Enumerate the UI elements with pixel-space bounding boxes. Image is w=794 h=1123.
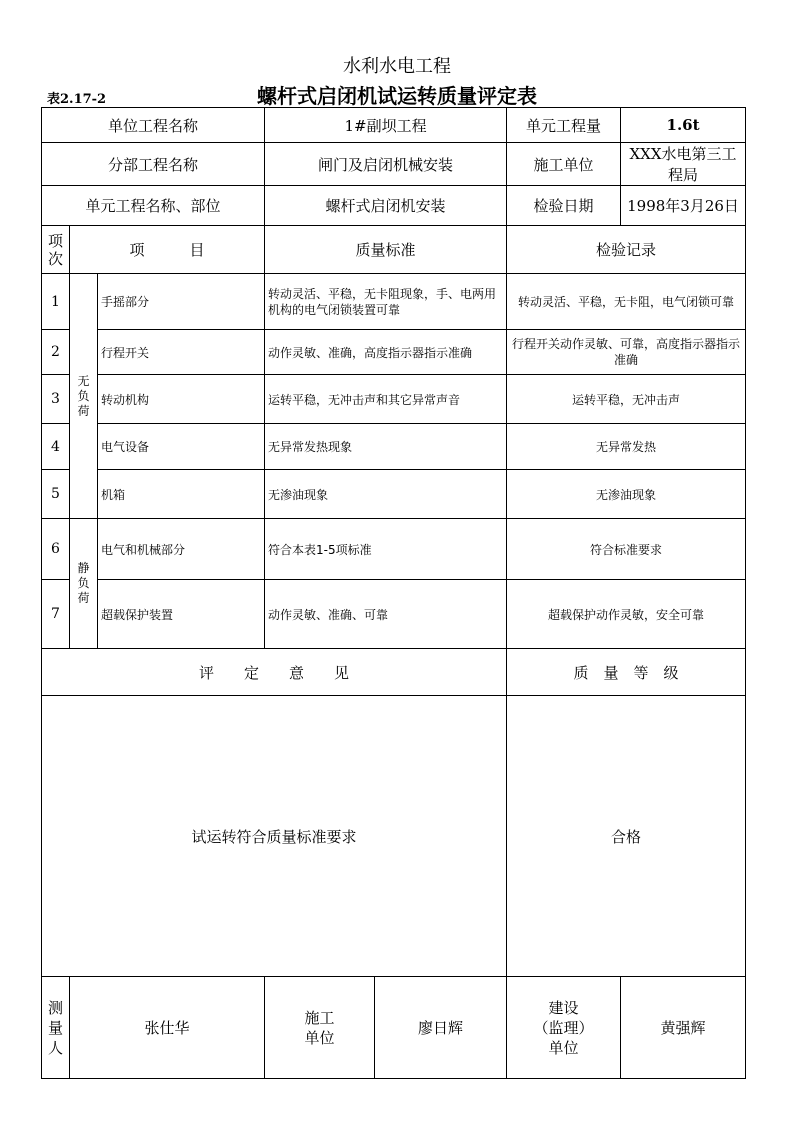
row-standard: 运转平稳，无冲击声和其它异常声音 <box>265 375 507 424</box>
group-static-load-char-2: 负 <box>77 576 90 590</box>
row-item: 电气设备 <box>98 424 265 470</box>
group-no-load-char-2: 负 <box>77 388 90 403</box>
grade-label: 质 量 等 级 <box>507 649 746 696</box>
title-line-1: 水利水电工程 <box>343 56 451 77</box>
quality-assessment-table <box>41 107 746 1079</box>
construction-unit-sign-label <box>265 977 375 1079</box>
row-record: 转动灵活、平稳，无卡阻，电气闭锁可靠 <box>507 274 746 330</box>
row-item: 电气和机械部分 <box>98 519 265 580</box>
inspection-date-value: 1998年3月26日 <box>621 186 746 226</box>
column-header-row <box>42 226 746 274</box>
group-static-load-char-1: 静 <box>77 561 90 575</box>
opinion-label: 评 定 意 见 <box>42 649 507 696</box>
column-standard: 质量标准 <box>265 226 507 274</box>
row-no: 7 <box>42 580 70 649</box>
row-standard: 符合本表1-5项标准 <box>265 519 507 580</box>
table-row <box>42 330 746 375</box>
row-no: 2 <box>42 330 70 375</box>
row-item: 手摇部分 <box>98 274 265 330</box>
table-row <box>42 424 746 470</box>
surveyor-label-char-3: 人 <box>47 1038 63 1057</box>
row-standard: 转动灵活、平稳，无卡阻现象，手、电两用机构的电气闭锁装置可靠 <box>265 274 507 330</box>
form-title: 螺杆式启闭机试运转质量评定表 <box>257 84 537 108</box>
element-name-label: 单元工程名称、部位 <box>42 186 265 226</box>
construction-label-line-2: 单位 <box>304 1028 335 1047</box>
row-item: 转动机构 <box>98 375 265 424</box>
surveyor-label-char-1: 测 <box>47 998 63 1017</box>
group-no-load <box>70 274 98 519</box>
unit-project-value: 1#副坝工程 <box>265 108 507 143</box>
inspection-date-label: 检验日期 <box>507 186 621 226</box>
row-standard: 动作灵敏、准确、可靠 <box>265 580 507 649</box>
construction-unit-label: 施工单位 <box>507 143 621 186</box>
group-no-load-char-1: 无 <box>77 373 90 388</box>
info-row-unit-project <box>42 108 746 143</box>
row-record: 运转平稳，无冲击声 <box>507 375 746 424</box>
group-static-load-char-3: 荷 <box>77 591 90 605</box>
table-row <box>42 470 746 519</box>
row-standard: 动作灵敏、准确，高度指示器指示准确 <box>265 330 507 375</box>
column-no <box>42 226 70 274</box>
supervision-unit-label <box>507 977 621 1079</box>
row-no: 3 <box>42 375 70 424</box>
unit-quantity-value: 1.6t <box>621 108 746 143</box>
construction-unit-value: XXX水电第三工程局 <box>621 143 746 186</box>
row-no: 1 <box>42 274 70 330</box>
info-row-branch-project <box>42 143 746 186</box>
assessment-body-row <box>42 696 746 977</box>
row-standard: 无渗油现象 <box>265 470 507 519</box>
table-number: 表2.17-2 <box>47 92 107 107</box>
table-row <box>42 519 746 580</box>
unit-quantity-label: 单元工程量 <box>507 108 621 143</box>
row-standard: 无异常发热现象 <box>265 424 507 470</box>
row-item: 超载保护装置 <box>98 580 265 649</box>
row-no: 5 <box>42 470 70 519</box>
surveyor-label <box>42 977 70 1079</box>
element-name-value: 螺杆式启闭机安装 <box>265 186 507 226</box>
row-no: 4 <box>42 424 70 470</box>
assessment-header-row <box>42 649 746 696</box>
info-row-element-name <box>42 186 746 226</box>
column-no-char-2: 次 <box>47 249 63 268</box>
column-no-char-1: 项 <box>47 231 63 250</box>
opinion-value: 试运转符合质量标准要求 <box>42 696 507 977</box>
unit-project-label: 单位工程名称 <box>42 108 265 143</box>
table-row <box>42 274 746 330</box>
table-row <box>42 580 746 649</box>
branch-project-label: 分部工程名称 <box>42 143 265 186</box>
supervision-label-line-1: 建设 <box>548 998 579 1017</box>
row-item: 机箱 <box>98 470 265 519</box>
surveyor-name: 张仕华 <box>70 977 265 1079</box>
row-record: 无渗油现象 <box>507 470 746 519</box>
row-item: 行程开关 <box>98 330 265 375</box>
branch-project-value: 闸门及启闭机械安装 <box>265 143 507 186</box>
construction-signer-name: 廖日辉 <box>375 977 507 1079</box>
row-record: 符合标准要求 <box>507 519 746 580</box>
construction-label-line-1: 施工 <box>304 1008 335 1027</box>
row-record: 超载保护动作灵敏，安全可靠 <box>507 580 746 649</box>
supervision-label-line-2: （监理） <box>533 1018 594 1037</box>
row-record: 无异常发热 <box>507 424 746 470</box>
grade-value: 合格 <box>507 696 746 977</box>
table-row <box>42 375 746 424</box>
supervision-label-line-3: 单位 <box>548 1038 579 1057</box>
surveyor-label-char-2: 量 <box>47 1018 63 1037</box>
column-item: 项 目 <box>70 226 265 274</box>
group-static-load <box>70 519 98 649</box>
signature-row <box>42 977 746 1079</box>
group-no-load-char-3: 荷 <box>77 403 90 418</box>
column-record: 检验记录 <box>507 226 746 274</box>
supervision-signer-name: 黄强辉 <box>621 977 746 1079</box>
row-no: 6 <box>42 519 70 580</box>
row-record: 行程开关动作灵敏、可靠，高度指示器指示准确 <box>507 330 746 375</box>
